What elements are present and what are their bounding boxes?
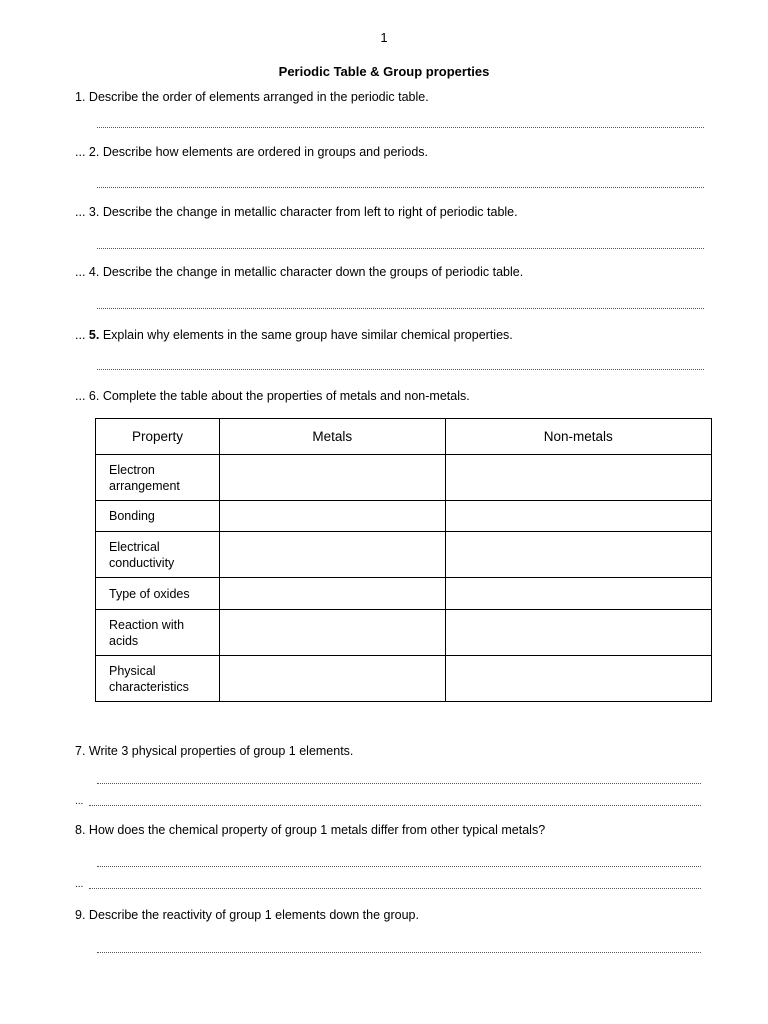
non-metals-cell[interactable]: [445, 578, 712, 610]
table-row: [96, 610, 712, 656]
question-5: [75, 328, 513, 342]
header-non-metals: Non-metals: [445, 419, 712, 455]
question-text: Write 3 physical properties of group 1 elements.: [88, 744, 354, 758]
non-metals-cell[interactable]: [445, 610, 712, 656]
header-metals: Metals: [219, 419, 445, 455]
non-metals-cell[interactable]: [445, 656, 712, 702]
question-text: Describe the order of elements arranged in the periodic table.: [88, 90, 429, 104]
answer-line[interactable]: [97, 308, 704, 309]
question-6: [75, 389, 470, 403]
question-text: Explain why elements in the same group have similar chemical properties.: [102, 328, 513, 342]
question-number-bold: 5.: [88, 328, 100, 342]
question-9: [75, 908, 419, 922]
row-label: Reaction with acids: [96, 610, 220, 656]
answer-line[interactable]: [97, 952, 701, 953]
answer-line[interactable]: [97, 127, 704, 128]
row-label: Physical characteristics: [96, 656, 220, 702]
question-text: How does the chemical property of group 1 metals differ from other typical metals?: [88, 823, 546, 837]
metals-cell[interactable]: [219, 501, 445, 532]
answer-line[interactable]: [89, 888, 701, 889]
continuation-marker: ...: [75, 796, 84, 807]
question-text: Complete the table about the properties of metals and non-metals.: [102, 389, 470, 403]
question-number: ... 6.: [75, 389, 100, 403]
non-metals-cell[interactable]: [445, 455, 712, 501]
question-number: ... 4.: [75, 265, 100, 279]
question-1: [75, 90, 429, 104]
table-row: [96, 578, 712, 610]
answer-line[interactable]: [97, 369, 704, 370]
answer-line[interactable]: [97, 187, 704, 188]
metals-cell[interactable]: [219, 610, 445, 656]
answer-line[interactable]: [97, 248, 704, 249]
properties-table: [95, 418, 712, 702]
row-label: Electrical conductivity: [96, 532, 220, 578]
row-label: Type of oxides: [96, 578, 220, 610]
question-number: ... 2.: [75, 145, 100, 159]
table-header-row: [96, 419, 712, 455]
question-number: ...: [75, 328, 89, 342]
row-label: Electron arrangement: [96, 455, 220, 501]
page-title: Periodic Table & Group properties: [278, 64, 490, 79]
question-text: Describe the reactivity of group 1 elements down the group.: [88, 908, 419, 922]
question-7: [75, 744, 353, 758]
question-4: [75, 265, 523, 279]
question-number: 7.: [75, 744, 86, 758]
question-text: Describe how elements are ordered in groups and periods.: [102, 145, 428, 159]
question-number: ... 3.: [75, 205, 100, 219]
question-text: Describe the change in metallic character down the groups of periodic table.: [102, 265, 524, 279]
metals-cell[interactable]: [219, 455, 445, 501]
table-row: [96, 455, 712, 501]
answer-line[interactable]: [89, 805, 701, 806]
question-8: [75, 823, 545, 837]
metals-cell[interactable]: [219, 578, 445, 610]
answer-line[interactable]: [97, 783, 701, 784]
metals-cell[interactable]: [219, 532, 445, 578]
continuation-marker: ...: [75, 879, 84, 890]
question-text: Describe the change in metallic character from left to right of periodic table.: [102, 205, 518, 219]
table-row: [96, 501, 712, 532]
question-number: 1.: [75, 90, 86, 104]
question-number: 9.: [75, 908, 86, 922]
header-property: Property: [96, 419, 220, 455]
non-metals-cell[interactable]: [445, 532, 712, 578]
question-3: [75, 205, 518, 219]
question-number: 8.: [75, 823, 86, 837]
question-2: [75, 145, 428, 159]
metals-cell[interactable]: [219, 656, 445, 702]
page-number: 1: [380, 30, 388, 45]
non-metals-cell[interactable]: [445, 501, 712, 532]
row-label: Bonding: [96, 501, 220, 532]
answer-line[interactable]: [97, 866, 701, 867]
table-row: [96, 656, 712, 702]
table-row: [96, 532, 712, 578]
